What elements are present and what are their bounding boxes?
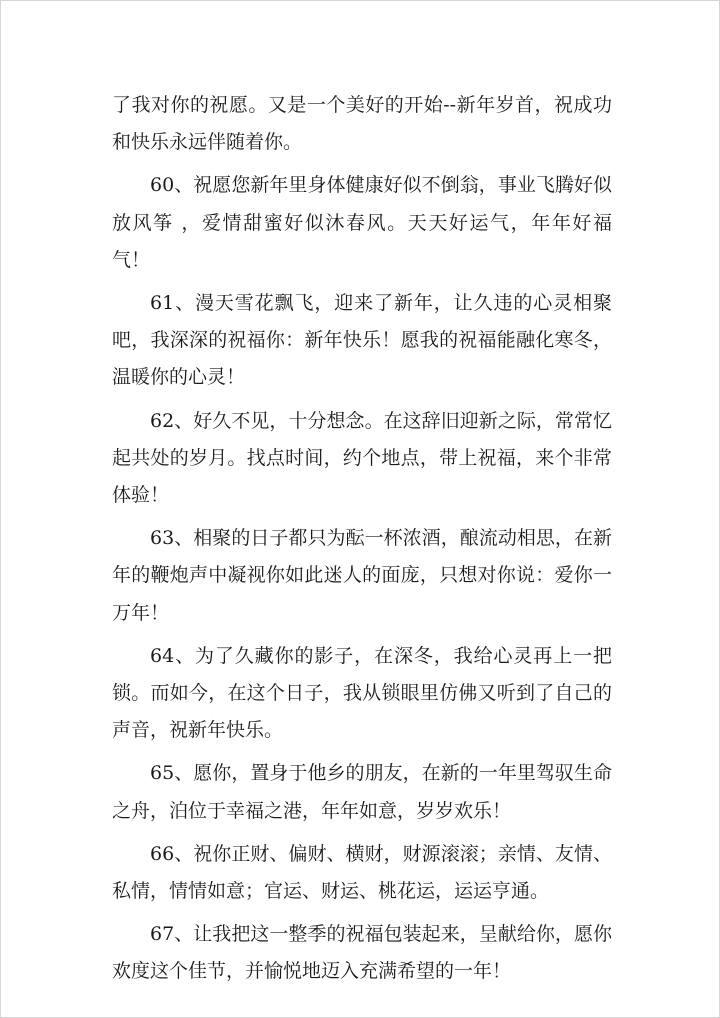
- paragraph-61: 61、漫天雪花飘飞，迎来了新年，让久违的心灵相聚吧，我深深的祝福你：新年快乐！愿我的祝福能融化寒冬，温暖你的心灵！: [112, 292, 612, 389]
- paragraph-62: 62、好久不见，十分想念。在这辞旧迎新之际，常常忆起共处的岁月。找点时间，约个地点，带上祝福，来个非常体验！: [112, 409, 612, 507]
- paragraph-67: 67、让我把这一整季的祝福包装起来，呈献给你，愿你欢度这个佳节，并愉悦地迈入充满希望的一年！: [112, 923, 612, 983]
- body-text: [112, 87, 612, 991]
- paragraph-64: 64、为了久藏你的影子，在深冬，我给心灵再上一把锁。而如今，在这个日子，我从锁眼里仿佛又听到了自己的声音，祝新年快乐。: [112, 644, 612, 742]
- paragraph-59-continued: 了我对你的祝愿。又是一个美好的开始--新年岁首，祝成功和快乐永远伴随着你。: [112, 94, 612, 154]
- paragraph-63: 63、相聚的日子都只为酝一杯浓酒，酿流动相思，在新年的鞭炮声中凝视你如此迷人的面庞，只想对你说：爱你一万年！: [112, 527, 612, 624]
- paragraph-66: 66、祝你正财、偏财、横财，财源滚滚；亲情、友情、私情，情情如意；官运、财运、桃花运，运运亨通。: [112, 842, 612, 903]
- paragraph-65: 65、愿你，置身于他乡的朋友，在新的一年里驾驭生命之舟，泊位于幸福之港，年年如意，岁岁欢乐！: [112, 762, 612, 822]
- paragraph-60: 60、祝愿您新年里身体健康好似不倒翁，事业飞腾好似放风筝 ，爱情甜蜜好似沐春风。天天好运气，年年好福气！: [112, 174, 612, 271]
